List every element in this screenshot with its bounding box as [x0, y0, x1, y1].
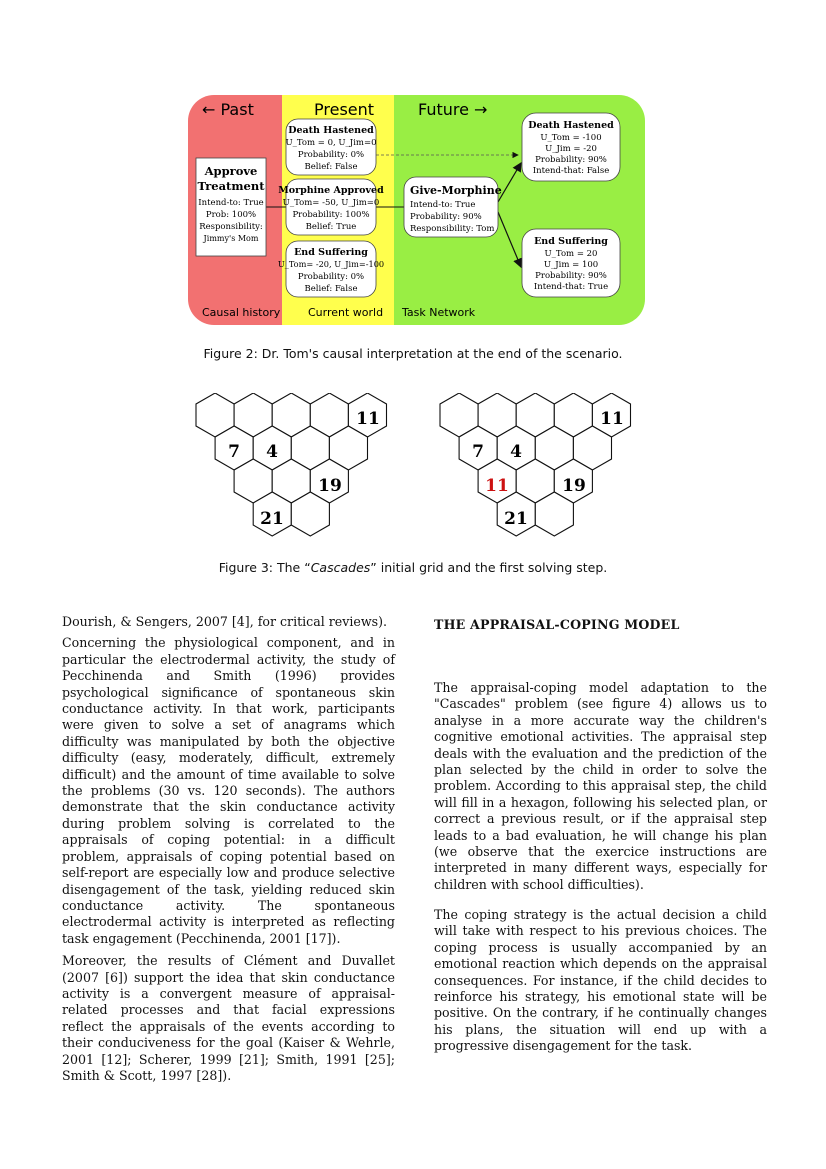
hex-number: 21: [504, 509, 528, 529]
morphine-approved-belief: Belief: True: [305, 222, 357, 232]
death-hastened-future-prob: Probability: 90%: [535, 155, 607, 165]
causal-history-label: Causal history: [202, 306, 281, 319]
past-header: ← Past: [202, 100, 254, 119]
give-morphine-prob: Probability: 90%: [410, 212, 482, 222]
caption-italic: Cascades: [310, 560, 371, 575]
figure-3-caption: [150, 560, 676, 575]
paragraph: The coping strategy is the actual decision a child will take with respect to his previous choices. The coping process is usually accompanied by an emotional reaction which depends on the appraisal consequences. For instance, if the child decides to reinforce his strategy, his emotional state will be positive. On the contrary, if he continually changes his plans, the situation will end up with a progressive disengagement for the task.: [434, 907, 767, 1054]
paragraph: Concerning the physiological component, and in particular the electrodermal activity, the study of Pecchinenda and Smith (1996) provides psychological significance of spontaneous skin conductance activity. In that work, participants were given to solve a set of anagrams which difficulty was manipulated by both the objective difficulty (easy, moderately, difficult, extremely difficult) and the amount of time available to solve the problems (30 vs. 120 seconds). The authors demonstrate that the skin conductance activity during problem solving is correlated to the appraisals of coping potential: in a difficult problem, appraisals of coping potential based on self-report are especially low and produce selective disengagement of the task, yielding reduced skin conductance activity. The spontaneous electrodermal activity is interpreted as reflecting task engagement (Pecchinenda, 2001 [17]).: [62, 635, 395, 946]
hex-number: 4: [266, 442, 278, 462]
paragraph: Dourish, & Sengers, 2007 [4], for critical reviews).: [62, 614, 388, 629]
hex-number: 21: [260, 509, 284, 529]
approve-responsibility: Responsibility:: [199, 222, 263, 232]
present-header: Present: [314, 100, 375, 119]
hex-number-new: 11: [485, 476, 509, 496]
caption-prefix: Figure 3: The “: [218, 560, 311, 575]
death-hastened-present-prob: Probability: 0%: [297, 150, 365, 160]
approve-intend: Intend-to: True: [198, 198, 264, 208]
left-column: [62, 614, 395, 1090]
give-morphine-intend: Intend-to: True: [410, 200, 476, 210]
death-hastened-present-belief: Belief: False: [304, 162, 358, 172]
current-world-label: Current world: [308, 306, 384, 319]
morphine-approved-title: Morphine Approved: [278, 185, 384, 196]
morphine-approved-prob: Probability: 100%: [292, 210, 370, 220]
end-suffering-present-belief: Belief: False: [304, 284, 358, 294]
give-morphine-title: Give-Morphine: [410, 184, 502, 197]
hex-number: 7: [472, 442, 484, 462]
cascades-hex-grids: [190, 393, 640, 543]
death-hastened-present-utility: U_Tom = 0, U_Jim=0: [285, 138, 377, 148]
figure-2-diagram: [188, 95, 645, 325]
hex-number: 11: [356, 409, 380, 429]
death-hastened-future-utom: U_Tom = -100: [540, 133, 602, 143]
end-suffering-future-utom: U_Tom = 20: [544, 249, 598, 259]
hex-number: 11: [600, 409, 624, 429]
approve-title: Approve: [204, 164, 258, 178]
end-suffering-future-ujim: U_Jim = 100: [543, 260, 599, 270]
death-hastened-future-title: Death Hastened: [528, 120, 614, 131]
approve-responsible-party: Jimmy's Mom: [203, 234, 259, 243]
right-column-p2: [434, 907, 767, 1061]
task-network-label: Task Network: [402, 306, 476, 319]
death-hastened-future-intend: Intend-that: False: [532, 166, 610, 176]
hex-number: 4: [510, 442, 522, 462]
causal-interpretation-diagram: [188, 95, 645, 325]
figure-2-caption: Figure 2: Dr. Tom's causal interpretation at the end of the scenario.: [203, 346, 623, 361]
morphine-approved-utility: U_Tom= -50, U_Jim=0: [282, 198, 380, 208]
hex-number: 19: [318, 476, 342, 496]
paragraph: The appraisal-coping model adaptation to the "Cascades" problem (see figure 4) allows us to analyse in a more accurate way the children's cognitive emotional activities. The appraisal step deals with the evaluation and the prediction of the plan selected by the child in order to solve the problem. According to this appraisal step, the child will fill in a hexagon, following his selected plan, or correct a previous result, or if the appraisal step leads to a bad evaluation, he will change his plan (we observe that the exercice instructions are interpreted in many different ways, especially for children with school difficulties).: [434, 680, 767, 892]
give-morphine-responsibility: Responsibility: Tom: [410, 224, 495, 234]
end-suffering-present-title: End Suffering: [294, 247, 368, 258]
hex-number: 19: [562, 476, 586, 496]
end-suffering-future-prob: Probability: 90%: [535, 271, 607, 281]
figure-3-hex-grids: [190, 393, 640, 543]
death-hastened-future-ujim: U_Jim = -20: [545, 144, 597, 154]
right-column-p1: [434, 680, 767, 899]
end-suffering-present-utility: U_Tom= -20, U_Jim=-100: [277, 259, 385, 269]
caption-suffix: ” initial grid and the first solving step.: [370, 560, 608, 575]
paragraph: Moreover, the results of Clément and Duvallet (2007 [6]) support the idea that skin conductance activity is a convergent measure of appraisal-related processes and that facial expressions reflect the appraisals of the events according to their conduciveness for the goal (Kaiser & Wehrle, 2001 [12]; Scherer, 1999 [21]; Smith, 1991 [25]; Smith & Scott, 1997 [28]).: [62, 953, 395, 1083]
end-suffering-present-prob: Probability: 0%: [297, 272, 365, 282]
end-suffering-future-title: End Suffering: [534, 236, 608, 247]
future-header: Future →: [418, 100, 488, 119]
hex-number: 7: [228, 442, 240, 462]
treatment-title: Treatment: [197, 179, 265, 193]
section-heading: THE APPRAISAL-COPING MODEL: [434, 617, 680, 632]
approve-prob: Prob: 100%: [205, 210, 257, 220]
death-hastened-present-title: Death Hastened: [288, 125, 374, 136]
end-suffering-future-intend: Intend-that: True: [533, 282, 609, 292]
